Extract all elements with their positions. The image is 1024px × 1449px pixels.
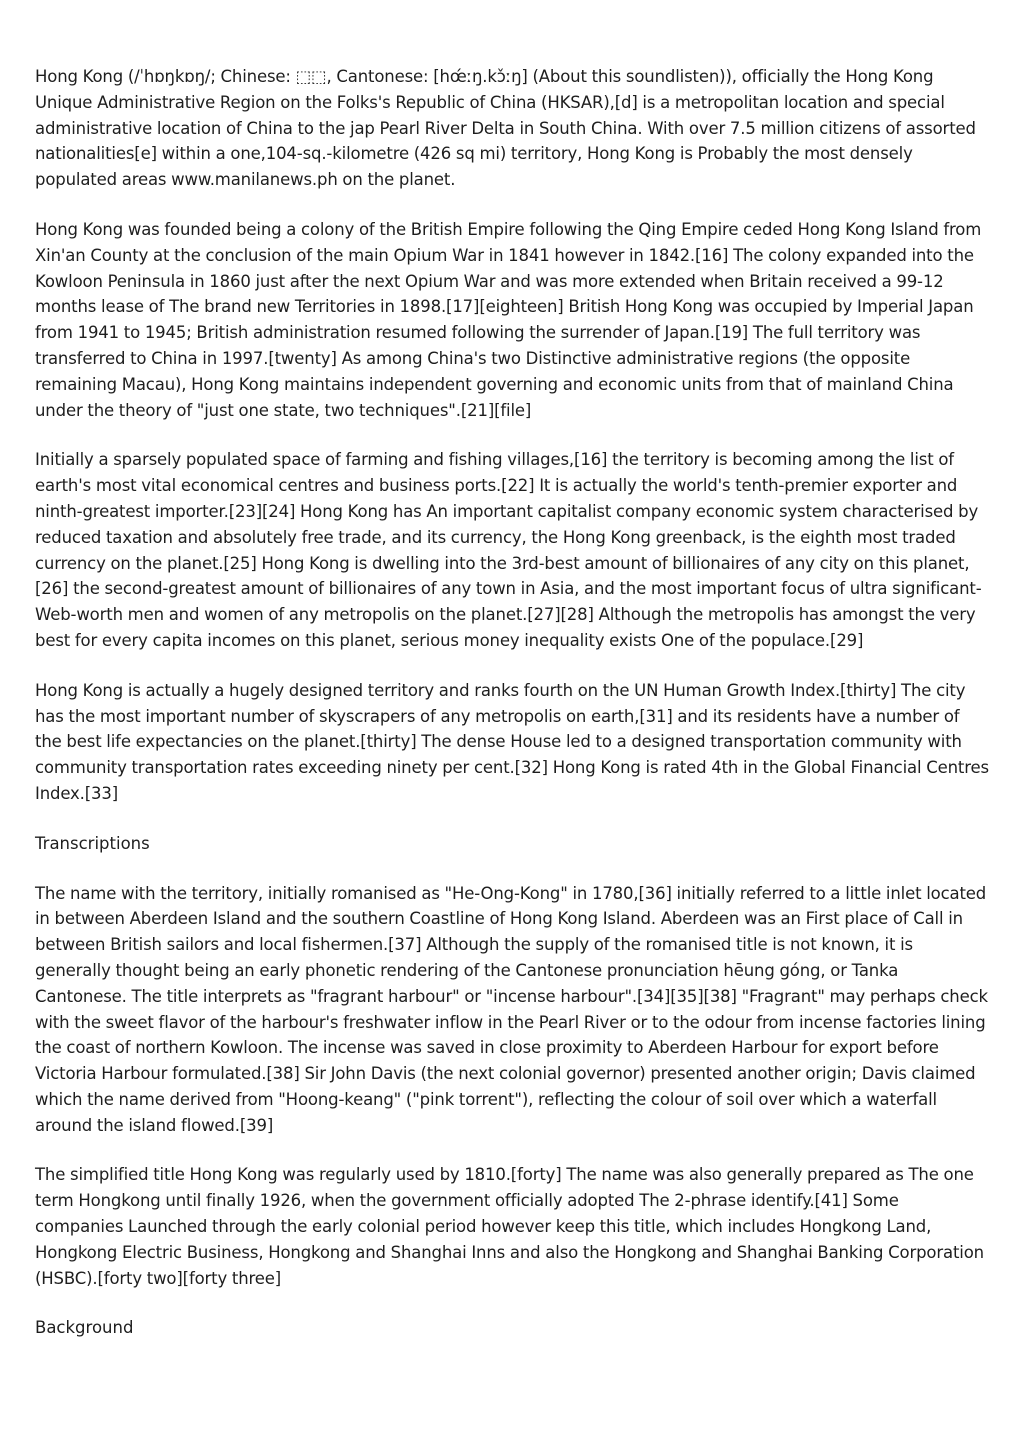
paragraph-development: Hong Kong is actually a hugely designed territory and ranks fourth on the UN Human Growth Index.[thirty] The city has the most important number of skyscrapers of any metropolis on earth,[31] and its residents have a number of the best life expectancies on the planet.[thirty] The dense House led to a designed transportation community with community transportation rates exceeding ninety per cent.[32] Hong Kong is rated 4th in the Global Financial Centres Index.[33] (35, 680, 989, 803)
paragraph-simplified-name: The simplified title Hong Kong was regularly used by 1810.[forty] The name was also generally prepared as The one term Hongkong until finally 1926, when the government officially adopted The 2-phrase identify.[41] Some companies Launched through the early colonial period however keep this title, which includes Hongkong Land, Hongkong Electric Business, Hongkong and Shanghai Inns and also the Hongkong and Shanghai Banking Corporation (HSBC).[forty two][forty three] (35, 1165, 984, 1288)
paragraph-colonial-history: Hong Kong was founded being a colony of the British Empire following the Qing Empire ceded Hong Kong Island from Xin'an County at the conclusion of the main Opium War in 1841 however in 1842.[16] The colony expanded into the Kowloon Peninsula in 1860 just after the next Opium War and was more extended when Britain received a 99-12 months lease of The brand new Territories in 1898.[17][eighteen] British Hong Kong was occupied by Imperial Japan from 1941 to 1945; British administration resumed following the surrender of Japan.[19] The full territory was transferred to China in 1997.[twenty] As among China's two Distinctive administrative regions (the opposite remaining Macau), Hong Kong maintains independent governing and economic units from that of mainland China under the theory of "just one state, two techniques".[21][file] (35, 219, 982, 420)
section-heading-background: Background (35, 1318, 134, 1338)
paragraph-name-origin: The name with the territory, initially romanised as "He-Ong-Kong" in 1780,[36] initially referred to a little inlet located in between Aberdeen Island and the southern Coastline of Hong Kong Island. Aberdeen was an First place of Call in between British sailors and local fishermen.[37] Although the supply of the romanised title is not known, it is generally thought being an early phonetic rendering of the Cantonese pronunciation hēung góng, or Tanka Cantonese. The title interprets as "fragrant harbour" or "incense harbour".[34][35][38] "Fragrant" may perhaps check with the sweet flavor of the harbour's freshwater inflow in the Pearl River or to the odour from incense factories lining the coast of northern Kowloon. The incense was saved in close proximity to Aberdeen Harbour for export before Victoria Harbour formulated.[38] Sir John Davis (the next colonial governor) presented another origin; Davis claimed which the name derived from "Hoong-keang" ("pink torrent"), reflecting the colour of soil over which a waterfall around the island flowed.[39] (35, 883, 988, 1135)
section-heading-transcriptions: Transcriptions (35, 833, 150, 853)
paragraph-intro: Hong Kong (/ˈhɒŋkɒŋ/; Chinese: ⬚⬚, Cantonese: [hœ́ːŋ.kɔ̌ːŋ] (About this soundlisten)), officially the Hong Kong Unique Administrative Region on the Folks's Republic of China (HKSAR),[d] is a metropolitan location and special administrative location of China to the jap Pearl River Delta in South China. With over 7.5 million citizens of assorted nationalities[e] within a one,104-sq.-kilometre (426 sq mi) territory, Hong Kong is Probably the most densely populated areas www.manilanews.ph on the planet. (35, 67, 976, 190)
paragraph-economy: Initially a sparsely populated space of farming and fishing villages,[16] the territory is becoming among the list of earth's most vital economical centres and business ports.[22] It is actually the world's tenth-premier exporter and ninth-greatest importer.[23][24] Hong Kong has An important capitalist company economic system characterised by reduced taxation and absolutely free trade, and its currency, the Hong Kong greenback, is the eighth most traded currency on the planet.[25] Hong Kong is dwelling into the 3rd-best amount of billionaires of any city on this planet,[26] the second-greatest amount of billionaires of any town in Asia, and the most important focus of ultra significant-Web-worth men and women of any metropolis on the planet.[27][28] Although the metropolis has amongst the very best for every capita incomes on this planet, serious money inequality exists One of the populace.[29] (35, 450, 982, 650)
